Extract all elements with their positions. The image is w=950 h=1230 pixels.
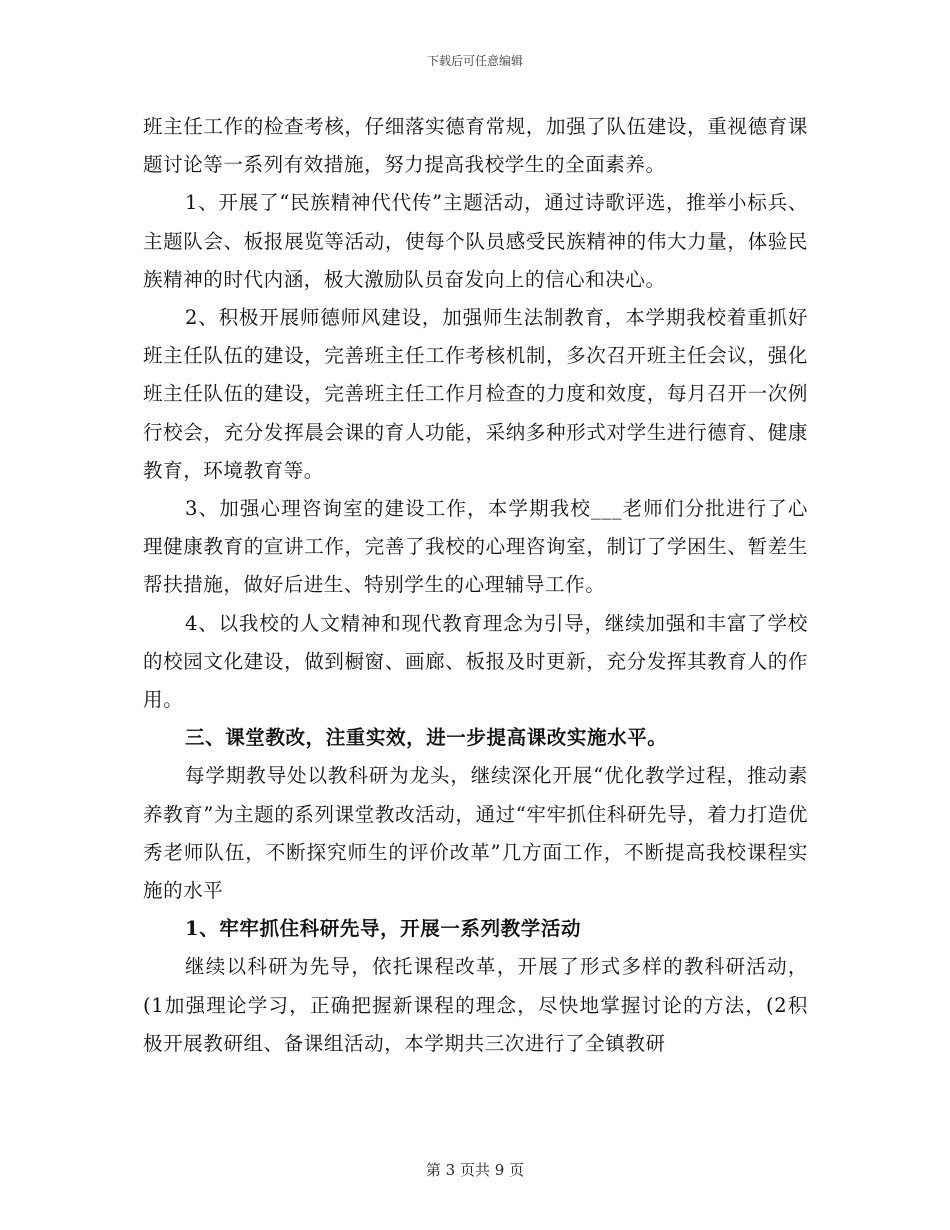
paragraph-item-2: 2、积极开展师德师风建设，加强师生法制教育，本学期我校着重抓好班主任队伍的建设，完善班主任工作考核机制，多次召开班主任会议，强化班主任队伍的建设，完善班主任工作月检查的力度和效度，每月召开一次例行校会，充分发挥晨会课的育人功能，采纳多种形式对学生进行德育、健康教育，环境教育等。 [143,306,808,482]
paragraph-item-4: 4、以我校的人文精神和现代教育理念为引导，继续加强和丰富了学校的校园文化建设，做到橱窗、画廊、板报及时更新，充分发挥其教育人的作用。 [143,611,808,712]
document-body [143,108,808,1063]
paragraph-section-intro: 每学期教导处以教科研为龙头，继续深化开展“优化教学过程，推动素养教育”为主题的系列课堂教改活动，通过“牢牢抓住科研先导，着力打造优秀老师队伍，不断探究师生的评价改革”几方面工作，不断提高我校课程实施的水平 [143,764,808,903]
paragraph-item-1: 1、开展了“民族精神代代传”主题活动，通过诗歌评选，推举小标兵、主题队会、板报展览等活动，使每个队员感受民族精神的伟大力量，体验民族精神的时代内涵，极大激励队员奋发向上的信心和决心。 [143,191,808,291]
subsection-heading: 1、牢牢抓住科研先导，开展一系列教学活动 [185,917,582,941]
paragraph-item-3: 3、加强心理咨询室的建设工作，本学期我校___老师们分批进行了心理健康教育的宣讲工作，完善了我校的心理咨询室，制订了学困生、暂差生帮扶措施，做好后进生、特别学生的心理辅导工作。 [143,497,808,597]
paragraph-subsection-body: 继续以科研为先导，依托课程改革，开展了形式多样的教科研活动，(1加强理论学习，正确把握新课程的理念，尽快地掌握讨论的方法，(2积极开展教研组、备课组活动，本学期共三次进行了全镇教研 [143,955,808,1055]
page-header: 下载后可任意编辑 [426,54,523,68]
page-footer: 第 3 页共 9 页 [425,1161,525,1179]
paragraph-continuation: 班主任工作的检查考核，仔细落实德育常规，加强了队伍建设，重视德育课题讨论等一系列有效措施，努力提高我校学生的全面素养。 [143,115,808,177]
section-heading: 三、课堂教改，注重实效，进一步提高课改实施水平。 [185,726,668,750]
